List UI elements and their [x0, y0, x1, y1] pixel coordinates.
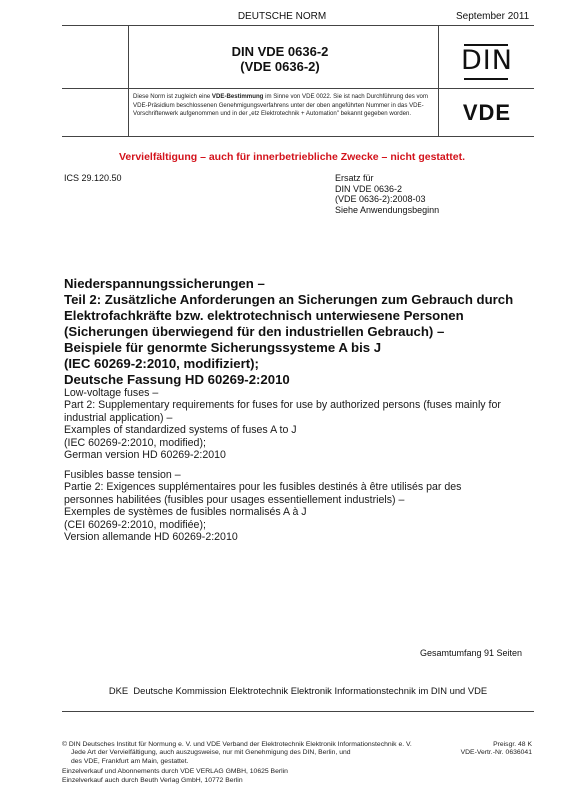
- title-line: Niederspannungssicherungen –: [64, 276, 265, 291]
- order-number: VDE-Vertr.-Nr. 0636041: [460, 749, 532, 757]
- header-title: DEUTSCHE NORM: [237, 11, 327, 22]
- copyright-line: Jede Art der Vervielfältigung, auch auszugsweise, nur mit Genehmigung des DIN, Berlin, und: [71, 749, 351, 757]
- footer-rule: [62, 711, 534, 712]
- header-rule: [62, 25, 534, 26]
- title-line: Deutsche Fassung HD 60269-2:2010: [64, 372, 290, 387]
- copyright-line: des VDE, Frankfurt am Main, gestattet.: [71, 757, 189, 765]
- title-line: Low-voltage fuses –: [64, 387, 159, 399]
- divider: [128, 25, 129, 136]
- title-english: [64, 387, 534, 461]
- distribution-line: Einzelverkauf und Abonnements durch VDE VERLAG GMBH, 10625 Berlin: [62, 768, 288, 775]
- vde-notice: [133, 93, 433, 119]
- title-line: German version HD 60269-2:2010: [64, 449, 226, 462]
- header-date: September 2011: [456, 11, 530, 22]
- logo-bar: [464, 78, 508, 80]
- title-line: Beispiele für genormte Sicherungssysteme A bis J: [64, 340, 382, 355]
- title-line: Examples of standardized systems of fuses A to J: [64, 424, 297, 437]
- title-french: [64, 469, 534, 543]
- price-group: Preisgr. 48 K: [493, 741, 532, 748]
- replacement-line: Siehe Anwendungsbeginn: [335, 204, 440, 215]
- price-info: [461, 741, 532, 758]
- din-logo: [461, 42, 511, 82]
- dke-abbr: DKE: [108, 685, 129, 696]
- title-line: (IEC 60269-2:2010, modified);: [64, 436, 206, 449]
- dke-full: Deutsche Kommission Elektrotechnik Elektronik Informationstechnik im DIN und VDE: [133, 685, 488, 696]
- copyright-notice: [62, 741, 452, 766]
- total-pages: Gesamtumfang 91 Seiten: [419, 648, 522, 658]
- din-logo-text: DIN: [461, 45, 513, 76]
- title-line: personnes habilitées (fusibles pour usages essentiellement industriels) –: [64, 493, 405, 506]
- replacement-line: Ersatz für: [335, 173, 374, 183]
- title-line: Elektrofachkräfte bzw. elektrotechnisch unterwiesene Personen: [64, 308, 464, 323]
- replacement-line: (VDE 0636-2):2008-03: [335, 194, 426, 205]
- distribution-info: [62, 768, 288, 786]
- divider: [62, 136, 534, 137]
- dke-line: [62, 686, 534, 697]
- ics-code: ICS 29.120.50: [64, 173, 122, 183]
- vde-notice-bold: VDE-Bestimmung: [211, 93, 264, 100]
- replacement-line: DIN VDE 0636-2: [335, 183, 403, 194]
- vde-logo: VDE: [462, 100, 512, 125]
- divider: [438, 25, 439, 136]
- vde-notice-post: im Sinne von VDE 0022. Sie ist nach Durchführung des vom VDE-Präsidium beschlossenen Genehmigungsverfahrens unter der oben angeführten Nummer in das VDE-Vorschriftenwerk aufgenommen und in der „etz Elektrotechnik + Automation" bekannt gegeben worden.: [133, 93, 429, 118]
- title-line: (Sicherungen überwiegend für den industriellen Gebrauch) –: [64, 324, 445, 339]
- title-line: Teil 2: Zusätzliche Anforderungen an Sicherungen zum Gebrauch durch: [64, 292, 514, 307]
- title-line: Part 2: Supplementary requirements for fuses for use by authorized persons (fuses mainly for: [64, 399, 501, 412]
- vde-notice-pre: Diese Norm ist zugleich eine: [133, 93, 212, 100]
- copyright-line: © DIN Deutsches Institut für Normung e. V. und VDE Verband der Elektrotechnik Elektronik Informationstechnik e. V.: [62, 741, 412, 748]
- reproduction-warning: Vervielfältigung – auch für innerbetriebliche Zwecke – nicht gestattet.: [118, 151, 465, 163]
- title-german: [64, 276, 534, 388]
- replacement-block: [335, 173, 439, 215]
- document-vde-number: (VDE 0636-2): [240, 59, 320, 74]
- title-line: Version allemande HD 60269-2:2010: [64, 531, 238, 544]
- distribution-line: Einzelverkauf auch durch Beuth Verlag GmbH, 10772 Berlin: [62, 777, 243, 785]
- title-line: (IEC 60269-2:2010, modifiziert);: [64, 356, 259, 371]
- document-number: DIN VDE 0636-2: [231, 44, 329, 59]
- divider: [62, 88, 534, 89]
- title-line: Exemples de systèmes de fusibles normalisés A à J: [64, 506, 307, 519]
- title-line: Fusibles basse tension –: [64, 469, 181, 481]
- title-line: Partie 2: Exigences supplémentaires pour les fusibles destinés à être utilisés par des: [64, 481, 462, 494]
- title-line: industrial application) –: [64, 411, 173, 424]
- title-line: (CEI 60269-2:2010, modifiée);: [64, 518, 206, 531]
